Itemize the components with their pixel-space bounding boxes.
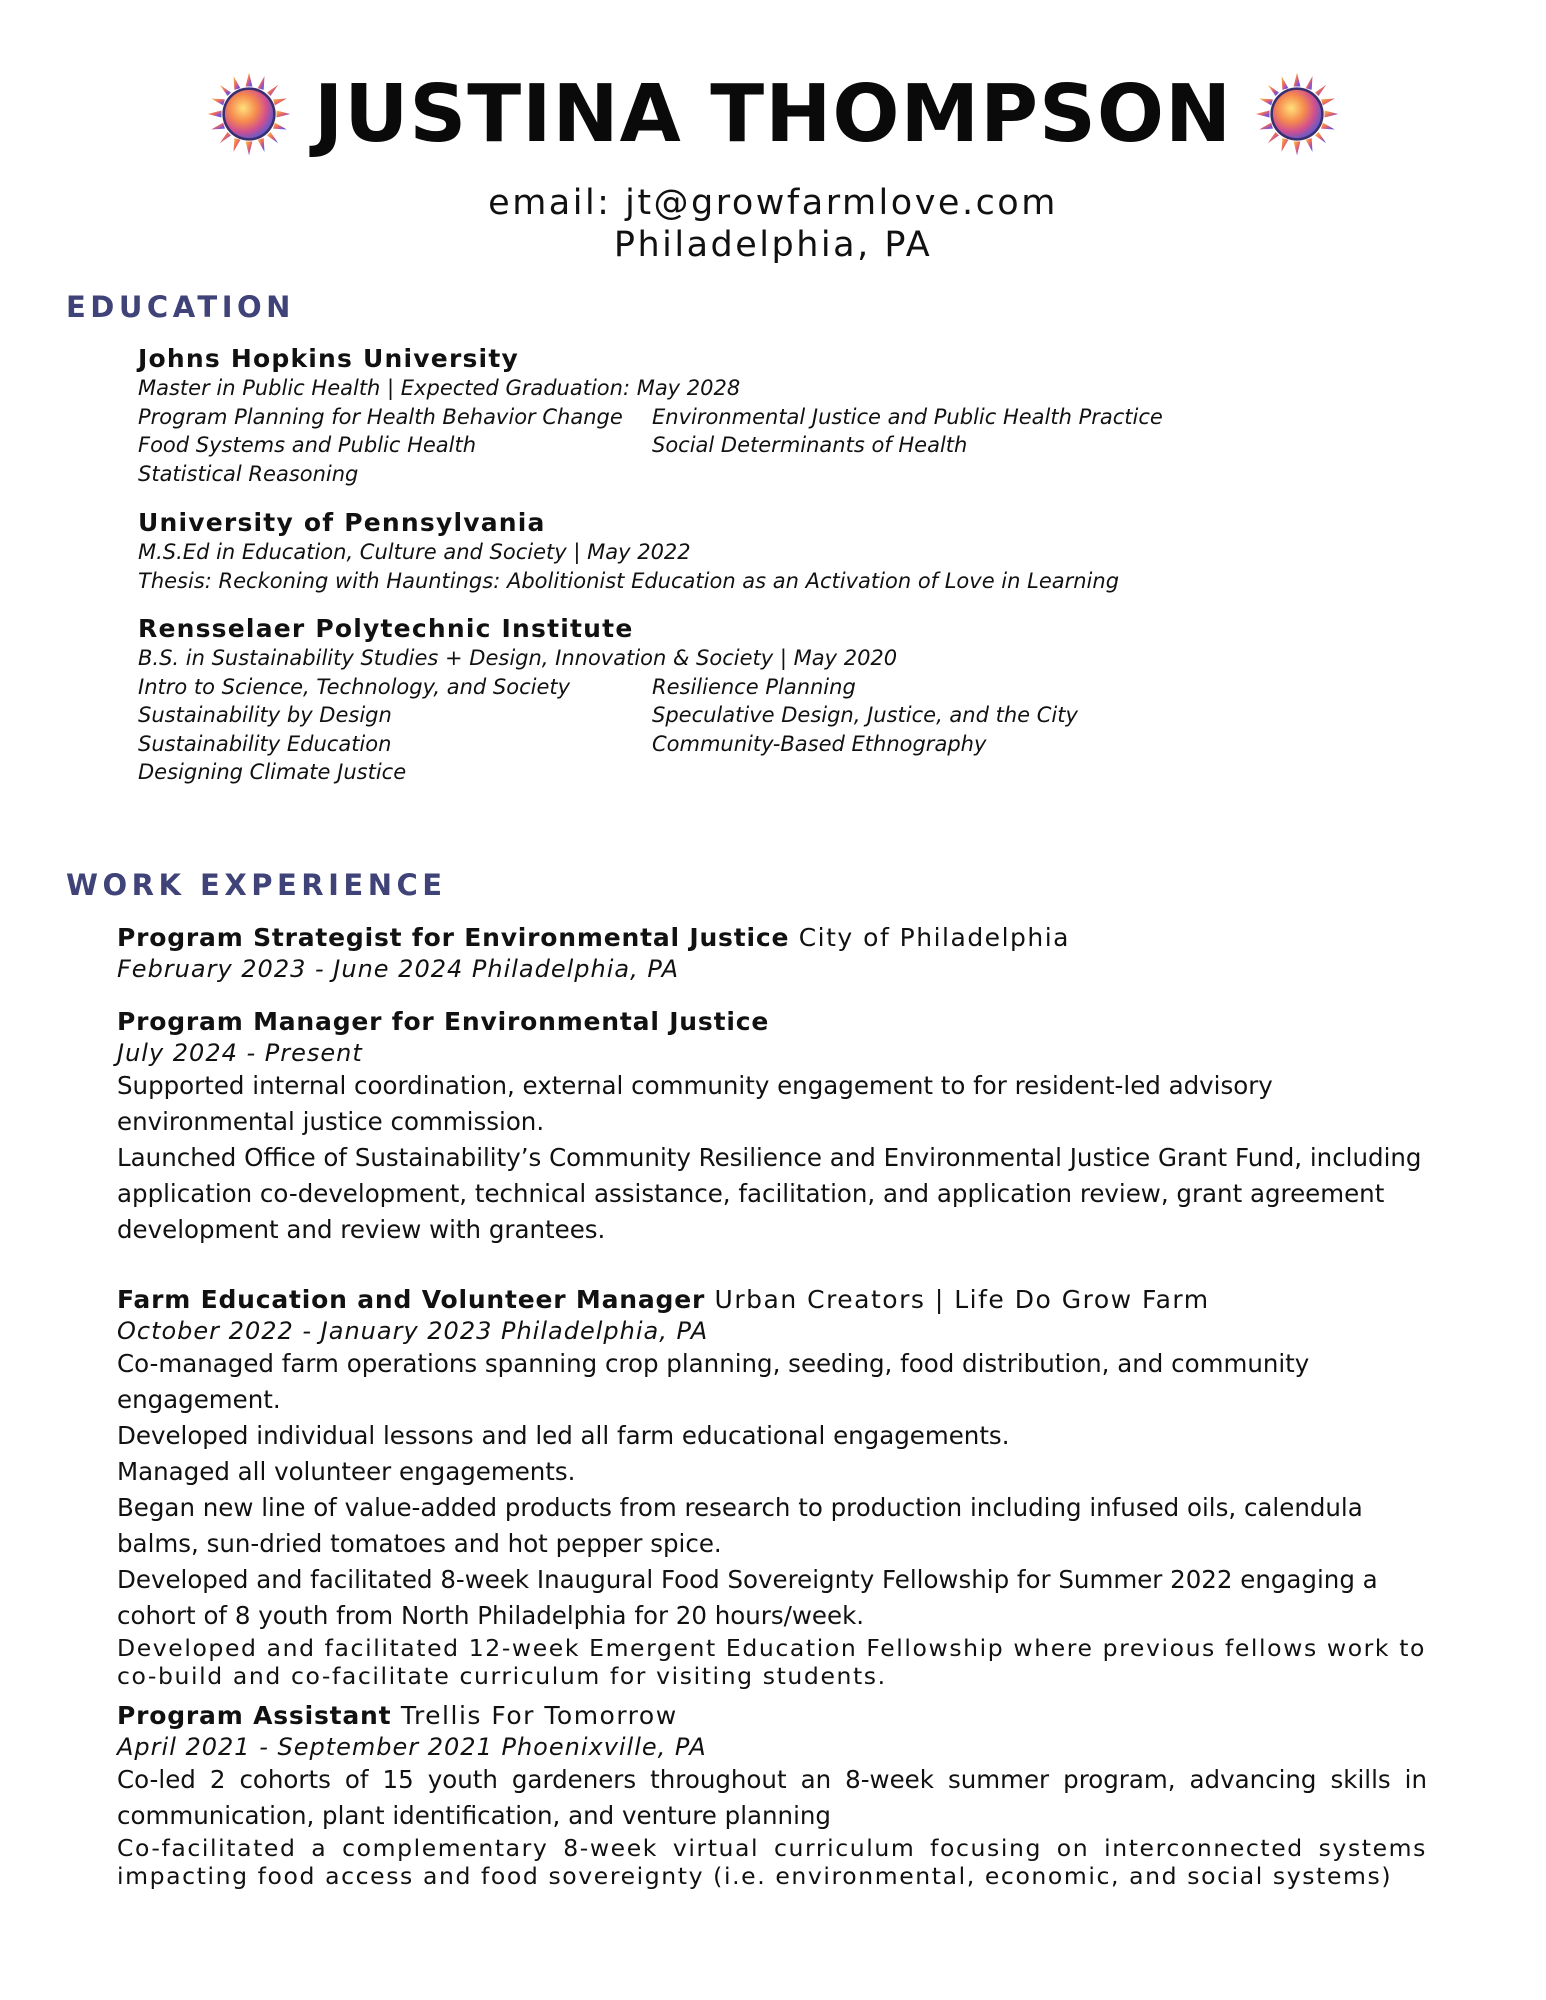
degree-line: M.S.Ed in Education, Culture and Society | May 2022 (138, 540, 691, 564)
course-item: Intro to Science, Technology, and Society (138, 674, 571, 699)
education-entry-rpi (138, 614, 1438, 787)
course-item: Environmental Justice and Public Health Practice (652, 404, 1163, 429)
job-bullet: Supported internal coordination, external community engagement to for resident-led advisory environmental justice commission. (117, 1071, 1273, 1136)
job-bullet: Developed and facilitated 8-week Inaugural Food Sovereignty Fellowship for Summer 2022 engaging a cohort of 8 youth from North Philadelphia for 20 hours/week. (117, 1565, 1378, 1630)
name-row (0, 58, 1546, 170)
email-line[interactable]: email: jt@growfarmlove.com (488, 183, 1058, 223)
degree-line: Master in Public Health | Expected Graduation: May 2028 (138, 376, 741, 400)
job-bullet: Developed and facilitated 12-week Emergent Education Fellowship where previous fellows work to co-build and co-facilitate curriculum for visiting students. (117, 1634, 1427, 1690)
work-experience-heading: WORK EXPERIENCE (66, 868, 447, 902)
job-role: Program Strategist for Environmental Justice (117, 923, 790, 952)
job-bullet: Managed all volunteer engagements. (117, 1457, 576, 1486)
job-bullet: Launched Office of Sustainability’s Community Resilience and Environmental Justice Grant Fund, including application co-development, technical assistance, facilitation, and application review, grant agreement development and review with grantees. (117, 1143, 1422, 1244)
job-title-line (117, 1700, 1427, 1732)
job-entry-program-manager (117, 1006, 1427, 1248)
course-item: Statistical Reasoning (138, 461, 359, 486)
education-entry-upenn (138, 508, 1438, 595)
course-column-right (652, 403, 1252, 489)
job-title-line (117, 1284, 1427, 1316)
thesis-line: Thesis: Reckoning with Hauntings: Abolitionist Education as an Activation of Love in Learning (138, 568, 1120, 593)
school-name: Johns Hopkins University (138, 344, 519, 373)
course-item: Designing Climate Justice (138, 760, 407, 784)
course-item: Sustainability Education (138, 731, 392, 756)
school-name: Rensselaer Polytechnic Institute (138, 614, 634, 643)
course-item: Food Systems and Public Health (138, 433, 477, 457)
job-dates: April 2021 - September 2021 Phoenixville, PA (117, 1733, 707, 1761)
education-heading: EDUCATION (66, 290, 295, 324)
job-dates: October 2022 - January 2023 Philadelphia, PA (117, 1317, 709, 1345)
school-name: University of Pennsylvania (138, 508, 546, 537)
job-dates: July 2024 - Present (117, 1039, 363, 1067)
job-bullet: Co-led 2 cohorts of 15 youth gardeners throughout an 8-week summer program, advancing skills in communication, plant identification, and venture planning (117, 1765, 1427, 1830)
job-bullet: Developed individual lessons and led all farm educational engagements. (117, 1421, 1010, 1450)
job-bullet: Co-managed farm operations spanning crop planning, seeding, food distribution, and community engagement. (117, 1349, 1310, 1414)
contact-block (0, 182, 1546, 266)
job-entry-program-assistant (117, 1700, 1427, 1890)
course-item: Social Determinants of Health (652, 433, 968, 457)
course-item: Sustainability by Design (138, 703, 392, 727)
job-role: Program Assistant (117, 1701, 392, 1730)
degree-line: B.S. in Sustainability Studies + Design, Innovation & Society | May 2020 (138, 646, 898, 670)
location-line: Philadelphia, PA (613, 225, 933, 265)
sun-logo-icon (1254, 71, 1340, 157)
course-column-left (138, 673, 652, 787)
job-organization: City of Philadelphia (789, 923, 1070, 952)
job-bullet: Co-facilitated a complementary 8-week virtual curriculum focusing on interconnected systems impacting food access and food sovereignty (i.e. environmental, economic, and social systems) (117, 1834, 1427, 1890)
education-entry-jhu (138, 344, 1438, 488)
course-item: Speculative Design, Justice, and the City (652, 703, 1078, 727)
resume-header (0, 58, 1546, 266)
candidate-name: JUSTINA THOMPSON (313, 67, 1233, 160)
course-item: Community-Based Ethnography (652, 731, 987, 756)
job-role: Farm Education and Volunteer Manager (117, 1285, 706, 1314)
course-list (138, 403, 1438, 489)
job-entry-program-strategist (117, 922, 1427, 984)
job-dates: February 2023 - June 2024 Philadelphia, PA (117, 955, 680, 983)
course-column-right (652, 673, 1252, 787)
course-item: Program Planning for Health Behavior Change (138, 404, 623, 429)
job-organization: Trellis For Tomorrow (391, 1701, 678, 1730)
job-organization: Urban Creators | Life Do Grow Farm (705, 1285, 1210, 1314)
job-role: Program Manager for Environmental Justice (117, 1007, 770, 1036)
course-column-left (138, 403, 652, 489)
course-item: Resilience Planning (652, 674, 856, 699)
sun-logo-icon (206, 71, 292, 157)
job-bullet: Began new line of value-added products from research to production including infused oils, calendula balms, sun-dried tomatoes and hot pepper spice. (117, 1493, 1363, 1558)
course-list (138, 673, 1438, 787)
job-title-line (117, 922, 1427, 954)
job-entry-farm-education-manager (117, 1284, 1427, 1690)
job-title-line (117, 1006, 1427, 1038)
